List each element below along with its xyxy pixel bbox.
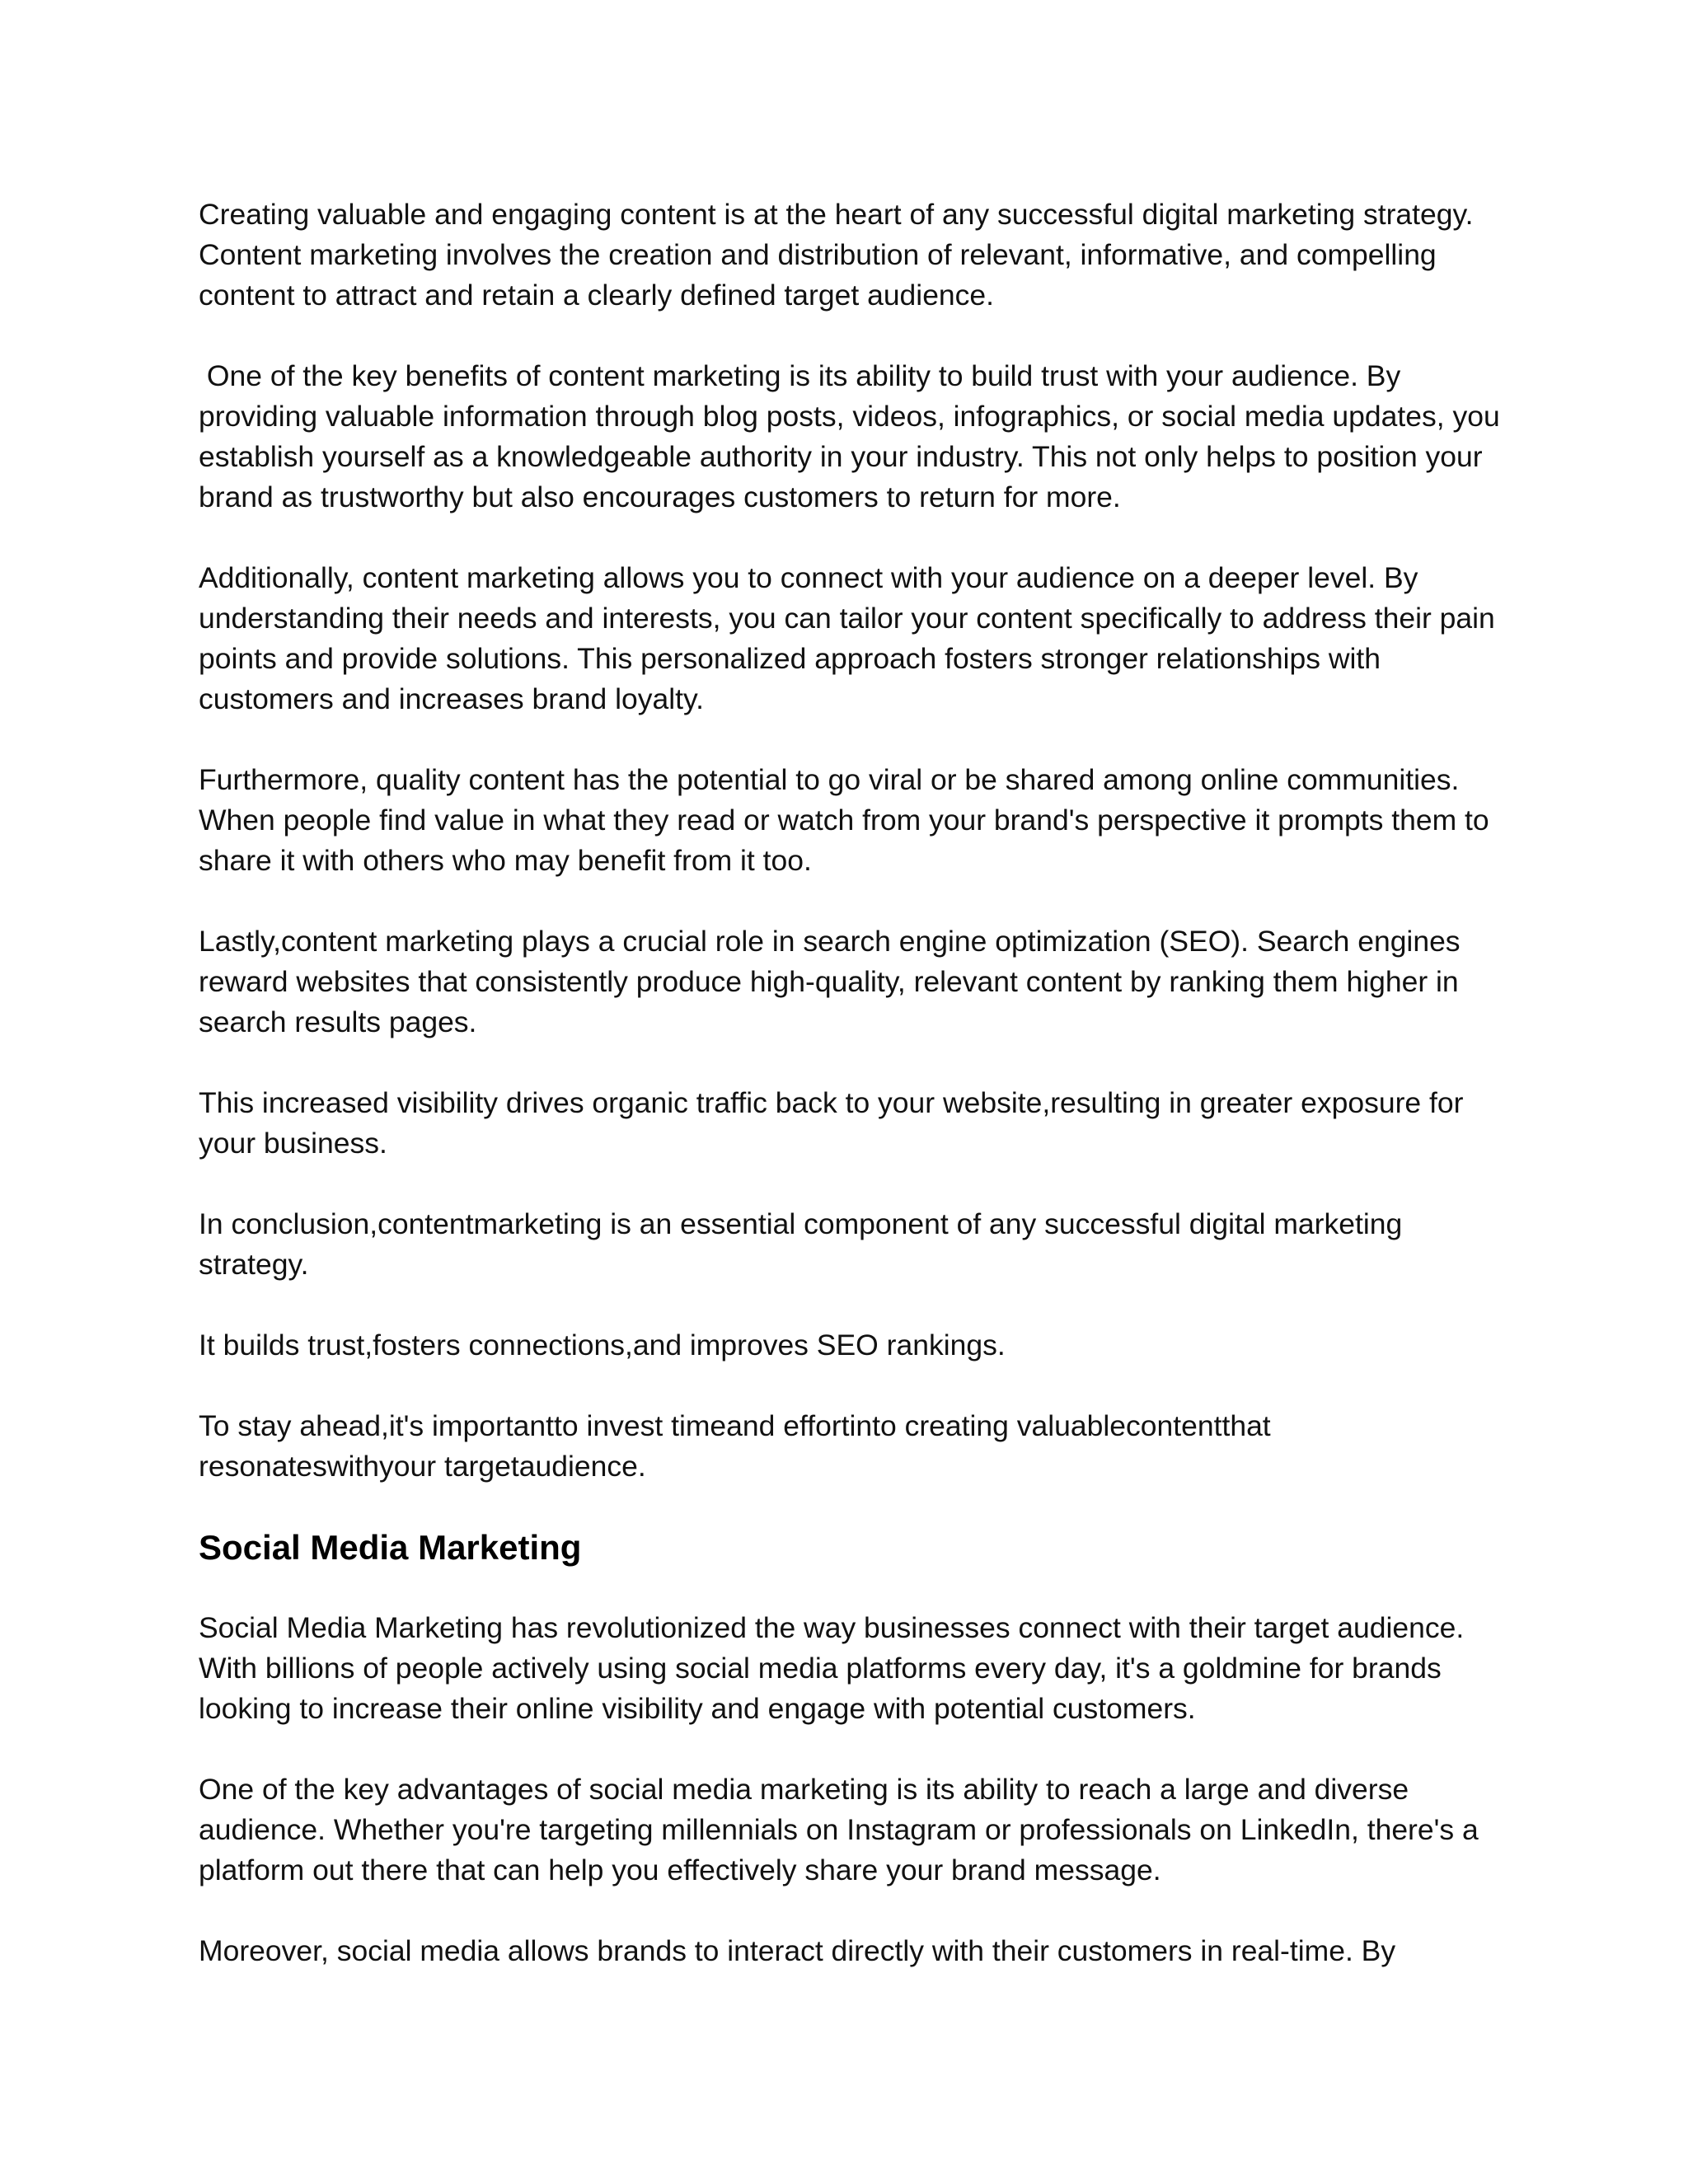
paragraph-smm-interact: Moreover, social media allows brands to interact directly with their customers in real-time. By: [199, 1934, 1396, 1967]
paragraph-smm-reach: One of the key advantages of social media marketing is its ability to reach a large and diverse audience. Whether you're targeting millennials on Instagram or professionals on LinkedIn, there's a platform out there that can help you effectively share your brand message.: [199, 1773, 1487, 1886]
paragraph-content-intro: Creating valuable and engaging content is at the heart of any successful digital marketing strategy. Content marketing involves the creation and distribution of relevant, informative, and compelling content to attract and retain a clearly defined target audience.: [199, 198, 1482, 312]
paragraph-connect: Additionally, content marketing allows you to connect with your audience on a deeper level. By understanding their needs and interests, you can tailor your content specifically to address their pain points and provide solutions. This personalized approach fosters stronger relationships with customers and increases brand loyalty.: [199, 561, 1503, 715]
paragraph-stay-ahead: To stay ahead,it's importantto invest timeand effortinto creating valuablecontentthat resonateswithyour targetaudience.: [199, 1409, 1279, 1483]
paragraph-conclusion: In conclusion,contentmarketing is an essential component of any successful digital marketing strategy.: [199, 1207, 1411, 1281]
paragraph-seo: Lastly,content marketing plays a crucial role in search engine optimization (SEO). Search engines reward websites that consistently produce high-quality, relevant content by ranking them higher in search results pages.: [199, 925, 1469, 1038]
document-page: [199, 194, 1509, 1971]
paragraph-builds-trust: It builds trust,fosters connections,and improves SEO rankings.: [199, 1329, 1006, 1361]
paragraph-viral: Furthermore, quality content has the potential to go viral or be shared among online communities. When people find value in what they read or watch from your brand's perspective it prompts them to share it with others who may benefit from it too.: [199, 763, 1498, 877]
section-heading: Social Media Marketing: [199, 1528, 582, 1567]
paragraph-smm-intro: Social Media Marketing has revolutionized the way businesses connect with their target audience. With billions of people actively using social media platforms every day, it's a goldmine for brands looking to increase their online visibility and engage with potential customers.: [199, 1611, 1473, 1725]
paragraph-visibility: This increased visibility drives organic traffic back to your website,resulting in greater exposure for your business.: [199, 1086, 1472, 1160]
paragraph-trust: One of the key benefits of content marketing is its ability to build trust with your audience. By providing valuable information through blog posts, videos, infographics, or social media updates, you establish yourself as a knowledgeable authority in your industry. This not only helps to position your brand as trustworthy but also encourages customers to return for more.: [199, 359, 1508, 513]
